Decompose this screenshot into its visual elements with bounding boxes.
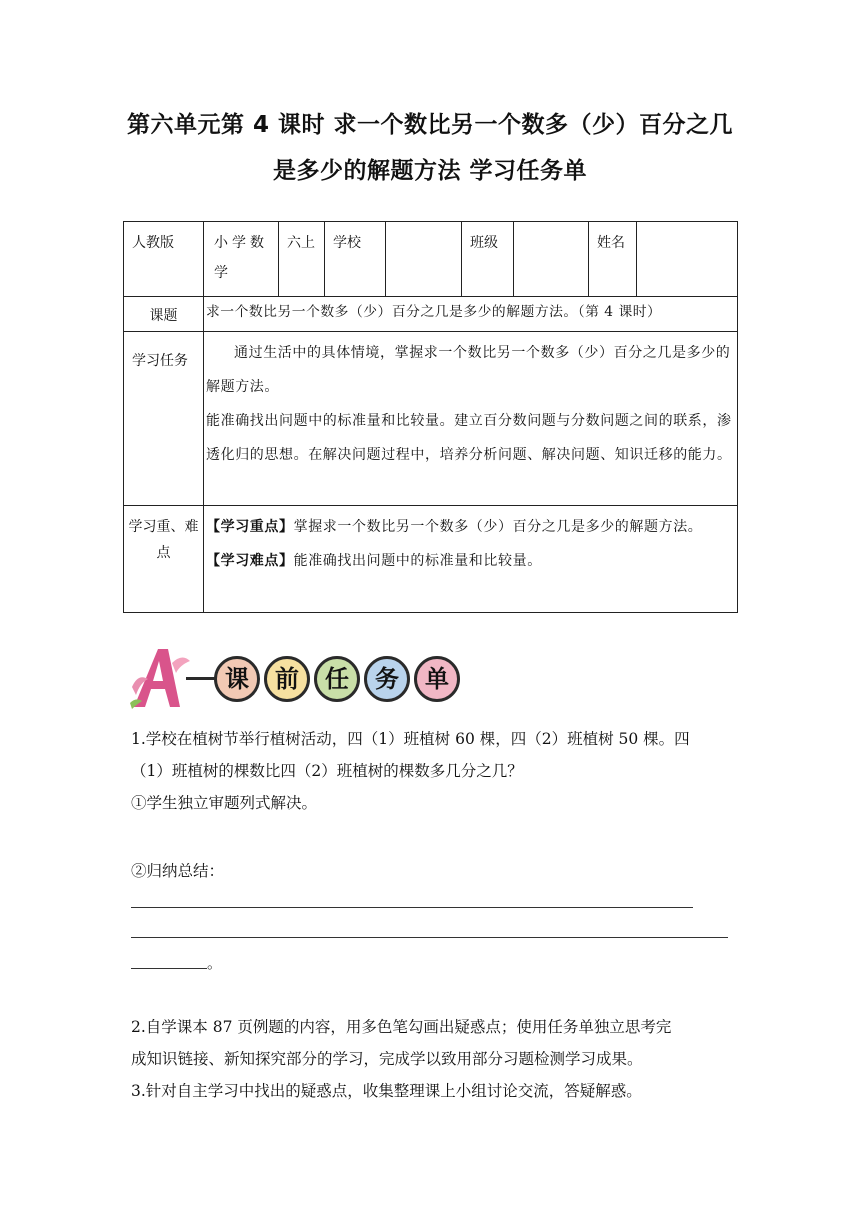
- school-label: 学校: [333, 235, 361, 251]
- banner-char-2: 前: [264, 656, 310, 702]
- name-label: 姓名: [597, 235, 625, 251]
- grade-cell: [279, 222, 325, 297]
- question-2-line-1: 2.自学课本 87 页例题的内容，用多色笔勾画出疑惑点；使用任务单独立思考完: [131, 1018, 672, 1036]
- task-paragraph-2: 能准确找出问题中的标准量和比较量。建立百分数问题与分数问题之间的联系，渗透化归的思想。在解决问题过程中，培养分析问题、解决问题、知识迁移的能力。: [206, 413, 732, 463]
- key-value-cell: [204, 506, 738, 613]
- topic-value: 求一个数比另一个数多（少）百分之几是多少的解题方法。（第 4 课时）: [206, 304, 662, 320]
- info-table: [123, 221, 738, 613]
- pre-class-task-banner: [128, 643, 458, 713]
- question-1-step-2: ②归纳总结：: [131, 862, 225, 880]
- task-value-cell: [204, 332, 738, 506]
- key-point-tag: 【学习重点】: [206, 519, 294, 535]
- task-label: 学习任务: [132, 353, 188, 369]
- answer-line-3[interactable]: [131, 968, 207, 969]
- name-label-cell: [589, 222, 637, 297]
- answer-line-end: 。: [207, 954, 223, 972]
- difficulty-tag: 【学习难点】: [206, 553, 294, 569]
- class-label-cell: [462, 222, 514, 297]
- banner-char-4: 务: [364, 656, 410, 702]
- difficulty-text: 能准确找出问题中的标准量和比较量。: [293, 553, 542, 569]
- subject-label: 小学数学: [214, 235, 268, 281]
- task-label-cell: [124, 332, 204, 506]
- answer-line-2[interactable]: [131, 937, 728, 938]
- answer-line-1[interactable]: [131, 907, 693, 908]
- page-title-line1: 第六单元第 4 课时 求一个数比另一个数多（少）百分之几: [126, 112, 734, 138]
- class-field[interactable]: [514, 222, 589, 297]
- key-label-cell: [124, 506, 204, 613]
- key-point-text: 掌握求一个数比另一个数多（少）百分之几是多少的解题方法。: [293, 519, 703, 535]
- topic-label: 课题: [149, 308, 178, 324]
- school-field[interactable]: [386, 222, 462, 297]
- task-paragraph-1: 通过生活中的具体情境，掌握求一个数比另一个数多（少）百分之几是多少的解题方法。: [206, 345, 731, 395]
- name-field[interactable]: [637, 222, 738, 297]
- banner-char-5: 单: [414, 656, 460, 702]
- question-1-line-1: 1.学校在植树节举行植树活动，四（1）班植树 60 棵，四（2）班植树 50 棵。四: [131, 730, 690, 748]
- topic-value-cell: [204, 297, 738, 332]
- grade-label: 六上: [287, 235, 315, 251]
- key-label: 学习重、难点: [128, 519, 199, 561]
- publisher-label: 人教版: [132, 235, 174, 251]
- publisher-cell: [124, 222, 204, 297]
- school-label-cell: [325, 222, 386, 297]
- banner-char-3: 任: [314, 656, 360, 702]
- banner-char-1: 课: [214, 656, 260, 702]
- question-2-line-2: 成知识链接、新知探究部分的学习，完成学以致用部分习题检测学习成果。: [131, 1050, 643, 1068]
- class-label: 班级: [470, 235, 498, 251]
- question-1-step-1: ①学生独立审题列式解决。: [131, 794, 318, 812]
- question-1-line-2: （1）班植树的棵数比四（2）班植树的棵数多几分之几？: [131, 762, 523, 780]
- topic-label-cell: [124, 297, 204, 332]
- banner-connector: [186, 677, 216, 680]
- page-title-line2: 是多少的解题方法 学习任务单: [272, 158, 587, 184]
- subject-cell: [204, 222, 279, 297]
- question-3-line-1: 3.针对自主学习中找出的疑惑点，收集整理课上小组讨论交流，答疑解惑。: [131, 1082, 642, 1100]
